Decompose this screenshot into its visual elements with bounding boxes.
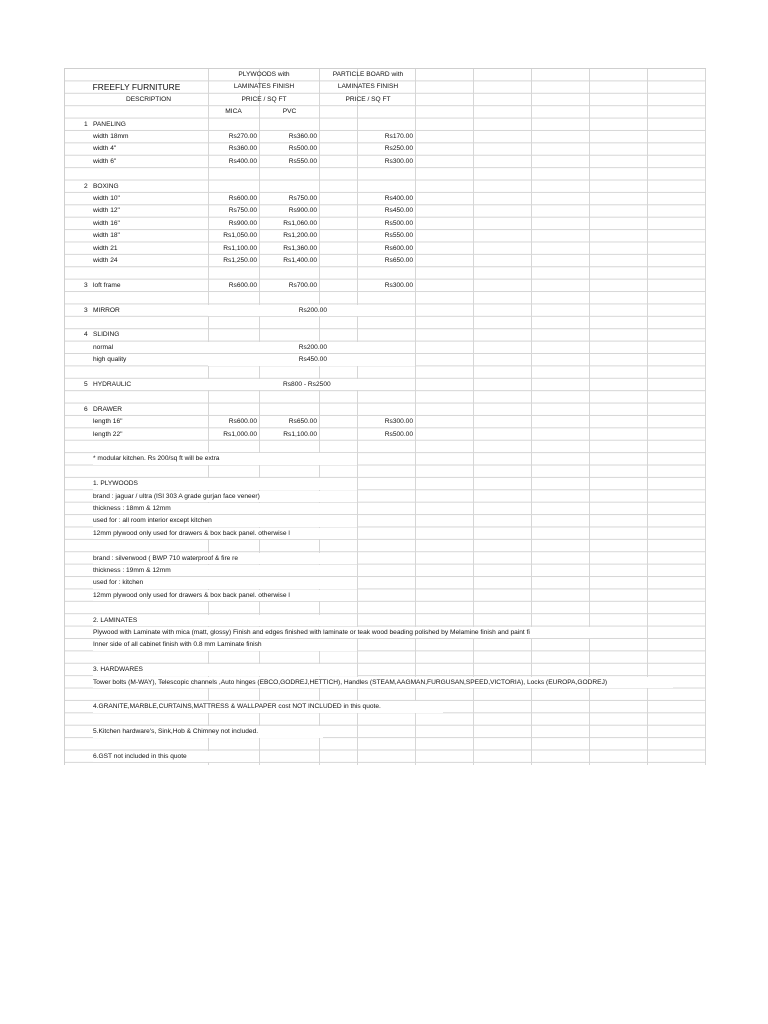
note-row <box>65 553 707 565</box>
section-title: SLIDING <box>93 331 120 339</box>
section-loft-frame <box>65 280 707 292</box>
pvc-price: Rs1,360.00 <box>283 244 317 252</box>
mica-price: Rs900.00 <box>228 219 257 227</box>
row-label: width 16" <box>93 219 120 227</box>
table-row <box>65 230 707 242</box>
company-name: FREEFLY FURNITURE <box>92 82 181 93</box>
plywood-header-line1: PLYWOODS with <box>238 71 290 78</box>
mica-price: Rs1,100.00 <box>223 244 257 252</box>
mica-price: Rs600.00 <box>228 418 257 426</box>
note-row <box>65 478 707 490</box>
particle-price: Rs300.00 <box>384 281 413 289</box>
particle-price: Rs400.00 <box>384 195 413 202</box>
note-4: 4.GRANITE,MARBLE,CURTAINS,MATTRESS & WALLPAPER cost NOT INCLUDED in this quote. <box>93 703 381 711</box>
ply-thickness-1: thickness : 18mm & 12mm <box>93 505 171 512</box>
section-drawer <box>65 404 707 416</box>
row-label: normal <box>93 343 114 351</box>
pvc-price: Rs550.00 <box>288 157 317 165</box>
particle-price: Rs450.00 <box>384 207 413 215</box>
table-row <box>65 429 707 441</box>
section-number: 4 <box>84 331 88 339</box>
note-5: 5.Kitchen hardware's, Sink,Hob & Chimney not included. <box>93 728 259 736</box>
pvc-header: PVC <box>282 108 297 116</box>
row-label: width 10" <box>93 195 120 202</box>
note-row <box>65 528 707 540</box>
sheet-row <box>65 106 707 118</box>
section-title: DRAWER <box>93 405 123 413</box>
ply-use-2: used for : kitchen <box>93 579 144 587</box>
table-row <box>65 243 707 255</box>
pvc-price: Rs650.00 <box>288 418 317 426</box>
row-label: width 6" <box>93 157 117 165</box>
table-row <box>65 354 707 366</box>
row-label: width 21 <box>93 244 118 252</box>
particle-header-line3: PRICE / SQ FT <box>345 95 391 103</box>
mica-price: Rs270.00 <box>228 133 257 140</box>
note-row <box>65 677 707 689</box>
sliding-price: Rs200.00 <box>298 343 327 351</box>
ply-brand-2: brand : silverwood ( BWP 710 waterproof & fire re <box>93 554 239 562</box>
note-row <box>65 453 707 465</box>
particle-price: Rs300.00 <box>384 157 413 165</box>
section-paneling <box>65 119 707 131</box>
ply-thickness-2: thickness : 19mm & 12mm <box>93 567 171 574</box>
note-row <box>65 515 707 527</box>
mica-price: Rs1,000.00 <box>223 430 257 438</box>
plywood-header-line2: LAMINATES FINISH <box>233 83 295 91</box>
section-mirror <box>65 305 707 317</box>
note-row <box>65 627 707 639</box>
mica-price: Rs750.00 <box>228 207 257 215</box>
particle-price: Rs300.00 <box>384 418 413 426</box>
mica-price: Rs600.00 <box>228 195 257 202</box>
mica-price: Rs1,050.00 <box>223 232 257 240</box>
pvc-price: Rs1,400.00 <box>283 257 317 264</box>
hardwares-title: 3. HARDWARES <box>93 666 143 674</box>
pvc-price: Rs750.00 <box>288 195 317 202</box>
section-number: 1 <box>84 120 88 128</box>
table-row <box>65 156 707 168</box>
section-title: loft frame <box>93 281 121 289</box>
section-number: 5 <box>84 381 88 388</box>
note-row <box>65 726 707 738</box>
particle-price: Rs250.00 <box>384 145 413 153</box>
table-row <box>65 416 707 428</box>
table-row <box>65 143 707 155</box>
row-label: width 24 <box>93 257 118 264</box>
table-row <box>65 205 707 217</box>
section-boxing <box>65 181 707 193</box>
particle-header-line1: PARTICLE BOARD with <box>332 71 404 78</box>
section-title: HYDRAULIC <box>93 381 132 388</box>
pvc-price: Rs1,060.00 <box>283 219 317 227</box>
ply-use-1: used for : all room interior except kitchen <box>93 517 212 525</box>
section-title: PANELING <box>93 120 126 128</box>
note-row <box>65 503 707 515</box>
note-row <box>65 701 707 713</box>
table-row <box>65 193 707 205</box>
particle-price: Rs650.00 <box>384 257 413 264</box>
laminates-title: 2. LAMINATES <box>93 616 138 624</box>
note-row <box>65 565 707 577</box>
pvc-price: Rs700.00 <box>288 281 317 289</box>
pvc-price: Rs360.00 <box>288 133 317 140</box>
particle-header-line2: LAMINATES FINISH <box>337 83 399 91</box>
pvc-price: Rs1,100.00 <box>283 430 317 438</box>
pvc-price: Rs1,200.00 <box>283 232 317 240</box>
ply-brand-1: brand : jaguar / ultra (ISI 303 A grade gurjan face veneer) <box>93 492 260 500</box>
note-row <box>65 751 707 763</box>
note-row <box>65 590 707 602</box>
note-row <box>65 639 707 651</box>
description-header: DESCRIPTION <box>125 95 172 103</box>
mica-price: Rs360.00 <box>228 145 257 153</box>
particle-price: Rs500.00 <box>384 219 413 227</box>
row-label: width 12" <box>93 207 120 215</box>
table-row <box>65 131 707 143</box>
section-number: 3 <box>84 281 88 289</box>
spreadsheet-grid <box>64 68 706 765</box>
sliding-price: Rs450.00 <box>298 356 327 364</box>
section-sliding <box>65 329 707 341</box>
ply-note-2: 12mm plywood only used for drawers & box back panel. otherwise l <box>93 591 290 599</box>
row-label: length 22" <box>93 430 123 438</box>
note-6: 6.GST not included in this quote <box>93 753 187 760</box>
note-row <box>65 664 707 676</box>
mica-header: MICA <box>225 108 242 116</box>
row-label: width 18" <box>93 232 120 240</box>
sheet-row <box>65 69 707 81</box>
note-row <box>65 577 707 589</box>
laminate-line-2: Inner side of all cabinet finish with 0.8 mm Laminate finish <box>93 641 262 649</box>
plywood-header-line3: PRICE / SQ FT <box>241 95 287 103</box>
particle-price: Rs600.00 <box>384 244 413 252</box>
row-label: high quality <box>93 356 127 364</box>
table-row <box>65 218 707 230</box>
row-label: width 4" <box>93 145 117 153</box>
note-row <box>65 615 707 627</box>
row-label: length 16" <box>93 418 123 426</box>
laminate-line-1: Plywood with Laminate with mica (matt, glossy) Finish and edges finished with laminate or teak wood beading polished by Melamine finish and paint fi <box>93 629 530 636</box>
modular-note: * modular kitchen. Rs 200/sq ft will be extra <box>93 455 220 463</box>
mica-price: Rs1,250.00 <box>223 257 257 264</box>
section-title: MIRROR <box>93 306 120 314</box>
mica-price: Rs400.00 <box>228 157 257 165</box>
sheet-row <box>65 94 707 106</box>
hardware-line: Tower bolts (M-WAY), Telescopic channels ,Auto hinges (EBCO,GODREJ,HETTICH), Handles (STEAM,AAGMAN,FURGUSAN,SPEED,VICTORIA), Locks (EUROPA,GODREJ) <box>93 678 608 686</box>
particle-price: Rs170.00 <box>384 133 413 140</box>
pvc-price: Rs900.00 <box>288 207 317 215</box>
ply-note-1: 12mm plywood only used for drawers & box back panel. otherwise l <box>93 529 290 537</box>
table-row <box>65 255 707 267</box>
pvc-price: Rs500.00 <box>288 145 317 153</box>
section-number: 6 <box>84 405 88 413</box>
row-label: width 18mm <box>93 133 129 140</box>
mirror-price: Rs200.00 <box>298 306 327 314</box>
plywoods-title: 1. PLYWOODS <box>93 480 138 488</box>
section-hydraulic <box>65 379 707 391</box>
sheet-row <box>65 81 707 93</box>
mica-price: Rs600.00 <box>228 281 257 289</box>
table-row <box>65 342 707 354</box>
particle-price: Rs500.00 <box>384 430 413 438</box>
section-title: BOXING <box>93 182 119 190</box>
hydraulic-price: Rs800 - Rs2500 <box>283 381 331 388</box>
section-number: 2 <box>84 182 88 190</box>
particle-price: Rs550.00 <box>384 232 413 240</box>
note-row <box>65 491 707 503</box>
section-number: 3 <box>84 306 88 314</box>
